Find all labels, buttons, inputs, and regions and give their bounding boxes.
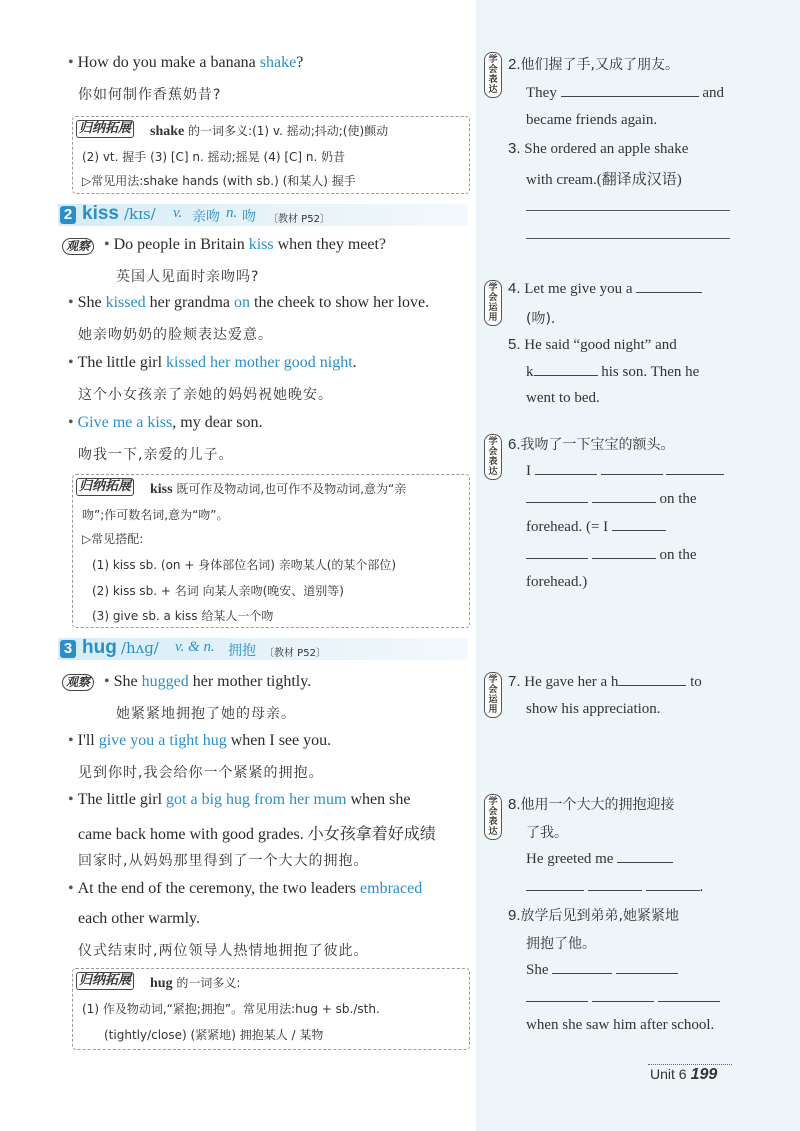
kiss-example-3-zh: 这个小女孩亲了亲她的妈妈祝她晚安。 [78,387,333,403]
answer-line[interactable] [526,238,730,239]
answer-blank[interactable] [526,546,588,559]
keyword-word: hug [82,637,117,658]
note-tag: 归纳拓展 [76,120,134,138]
note-tag: 归纳拓展 [76,972,134,990]
q6-prompt: 6.我吻了一下宝宝的额头。 [508,436,675,453]
note1-line1: shake 的一词多义:(1) v. 摇动;抖动;(使)颤动 [150,124,389,139]
q6-line5: forehead.) [526,574,588,590]
answer-blank[interactable] [588,878,642,891]
top-example-zh: 你如何制作香蕉奶昔? [78,87,222,103]
answer-blank[interactable] [592,989,654,1002]
answer-blank[interactable] [534,363,598,376]
hug-example-3-line2: came back home with good grades. 小女孩拿着好成绩 [78,826,436,843]
keyword-pos: v. & n. [175,639,215,655]
keyword-pos: n. [226,205,238,221]
answer-blank[interactable] [526,989,588,1002]
answer-blank[interactable] [535,462,597,475]
kiss-example-4-en: • Give me a kiss, my dear son. [68,414,263,431]
hug-example-2-en: • I'll give you a tight hug when I see you. [68,732,332,749]
q2-line1: They and [526,85,724,101]
page-number: 199 [690,1066,718,1083]
keyword-phonetic: /kɪs/ [124,205,156,223]
answer-blank[interactable] [552,961,612,974]
q9-prompt-line2: 拥抱了他。 [526,936,596,952]
note3-line3: (tightly/close) (紧紧地) 拥抱某人 / 某物 [104,1028,324,1042]
q9-prompt-line1: 9.放学后见到弟弟,她紧紧地 [508,907,679,924]
note1-line3: ▷常见用法:shake hands (with sb.) (和某人) 握手 [82,174,356,188]
kiss-example-1-en: • Do people in Britain kiss when they meet? [104,236,387,253]
hug-example-3-en: • The little girl got a big hug from her mum when she [68,791,411,808]
side-label-apply: 学 会 运 用 [484,672,502,718]
answer-blank[interactable] [636,280,702,293]
note3-line1: hug 的一词多义: [150,976,241,991]
q8-line1: He greeted me [526,850,673,868]
side-label-express: 学 会 表 达 [484,794,502,840]
note2-line2: 吻”;作可数名词,意为“吻”。 [82,508,229,522]
answer-blank[interactable] [561,84,699,97]
q8-prompt-line1: 8.他用一个大大的拥抱迎接 [508,796,675,813]
side-label-express: 学 会 表 达 [484,52,502,98]
q9-line3: when she saw him after school. [526,1017,715,1033]
side-label-apply: 学 会 运 用 [484,280,502,326]
keyword-number: 2 [60,206,76,224]
q2-prompt: 2.他们握了手,又成了朋友。 [508,56,679,73]
keyword-bar-kiss [58,204,468,226]
hug-example-1-en: • She hugged her mother tightly. [104,673,312,690]
hug-example-4-zh: 仪式结束时,两位领导人热情地拥抱了彼此。 [78,943,369,959]
note2-line3: ▷常见搭配: [82,532,144,546]
keyword-phonetic: /hʌɡ/ [121,639,159,657]
q6-line2: on the [526,490,697,508]
unit-label: Unit 6 [650,1066,687,1082]
keyword-number: 3 [60,640,76,658]
note2-line5: (2) kiss sb. + 名词 向某人亲吻(晚安、道别等) [92,584,344,598]
keyword-pos: v. [173,205,183,221]
q6-line3: forehead. (= I [526,518,666,536]
hug-example-4-en: • At the end of the ceremony, the two leaders embraced [68,880,423,897]
q8-prompt-line2: 了我。 [526,825,568,841]
answer-blank[interactable] [526,490,588,503]
answer-blank[interactable] [646,878,700,891]
textbook-reference: 〔教材 P52〕 [264,648,326,659]
hug-example-3-zh: 回家时,从妈妈那里得到了一个大大的拥抱。 [78,853,369,869]
hug-example-1-zh: 她紧紧地拥抱了她的母亲。 [116,706,296,722]
answer-blank[interactable] [666,462,724,475]
q4-line1: 4. Let me give you a [508,280,702,298]
keyword-meaning: 拥抱 [228,643,256,659]
keyword-meaning: 吻 [242,209,256,225]
footer-rule [648,1064,732,1065]
q7-line1: 7. He gave her a h to [508,673,702,690]
q5-line2: k his son. Then he [526,364,700,380]
q8-line2: . [526,878,703,896]
answer-line[interactable] [526,210,730,211]
q9-line1: She [526,961,678,979]
q3-line1: 3. She ordered an apple shake [508,140,689,157]
kiss-example-2-en: • She kissed her grandma on the cheek to show her love. [68,294,430,311]
observe-label: 观察 [62,674,94,691]
note-tag: 归纳拓展 [76,478,134,496]
q6-line4: on the [526,546,697,564]
keyword-word: kiss [82,203,119,224]
answer-blank[interactable] [612,518,666,531]
q2-line2: became friends again. [526,112,658,128]
top-example-en: • How do you make a banana shake? [68,54,304,71]
note3-line2: (1) 作及物动词,“紧抱;拥抱”。常见用法:hug + sb./sth. [82,1002,380,1016]
q4-line2: (吻). [526,311,556,327]
answer-blank[interactable] [592,546,656,559]
answer-blank[interactable] [592,490,656,503]
textbook-reference: 〔教材 P52〕 [268,214,330,225]
answer-blank[interactable] [601,462,663,475]
kiss-example-3-en: • The little girl kissed her mother good night. [68,354,357,371]
note2-line1: kiss 既可作及物动词,也可作不及物动词,意为“亲 [150,482,407,497]
keyword-meaning: 亲吻 [192,209,220,225]
note2-line4: (1) kiss sb. (on + 身体部位名词) 亲吻某人(的某个部位) [92,558,397,572]
q3-line2: with cream.(翻译成汉语) [526,172,682,188]
answer-blank[interactable] [526,878,584,891]
q6-line1: I [526,462,724,480]
page-footer [650,1066,717,1084]
side-label-express: 学 会 表 达 [484,434,502,480]
kiss-example-2-zh: 她亲吻奶奶的脸颊表达爱意。 [78,327,273,343]
answer-blank[interactable] [617,850,673,863]
hug-example-2-zh: 见到你时,我会给你一个紧紧的拥抱。 [78,765,324,781]
observe-label: 观察 [62,238,94,255]
q9-line2 [526,989,720,1007]
kiss-example-4-zh: 吻我一下,亲爱的儿子。 [78,447,234,463]
kiss-example-1-zh: 英国人见面时亲吻吗? [116,269,260,285]
q7-line2: show his appreciation. [526,701,661,717]
note1-line2: (2) vt. 握手 (3) [C] n. 摇动;摇晃 (4) [C] n. 奶昔 [82,150,346,164]
answer-blank[interactable] [658,989,720,1002]
hug-example-4-line2: each other warmly. [78,910,201,927]
note2-line6: (3) give sb. a kiss 给某人一个吻 [92,609,274,623]
answer-blank[interactable] [616,961,678,974]
answer-blank[interactable] [618,673,686,686]
keyword-bar-hug [58,638,468,660]
q5-line3: went to bed. [526,390,600,406]
q5-line1: 5. He said “good night” and [508,336,677,353]
